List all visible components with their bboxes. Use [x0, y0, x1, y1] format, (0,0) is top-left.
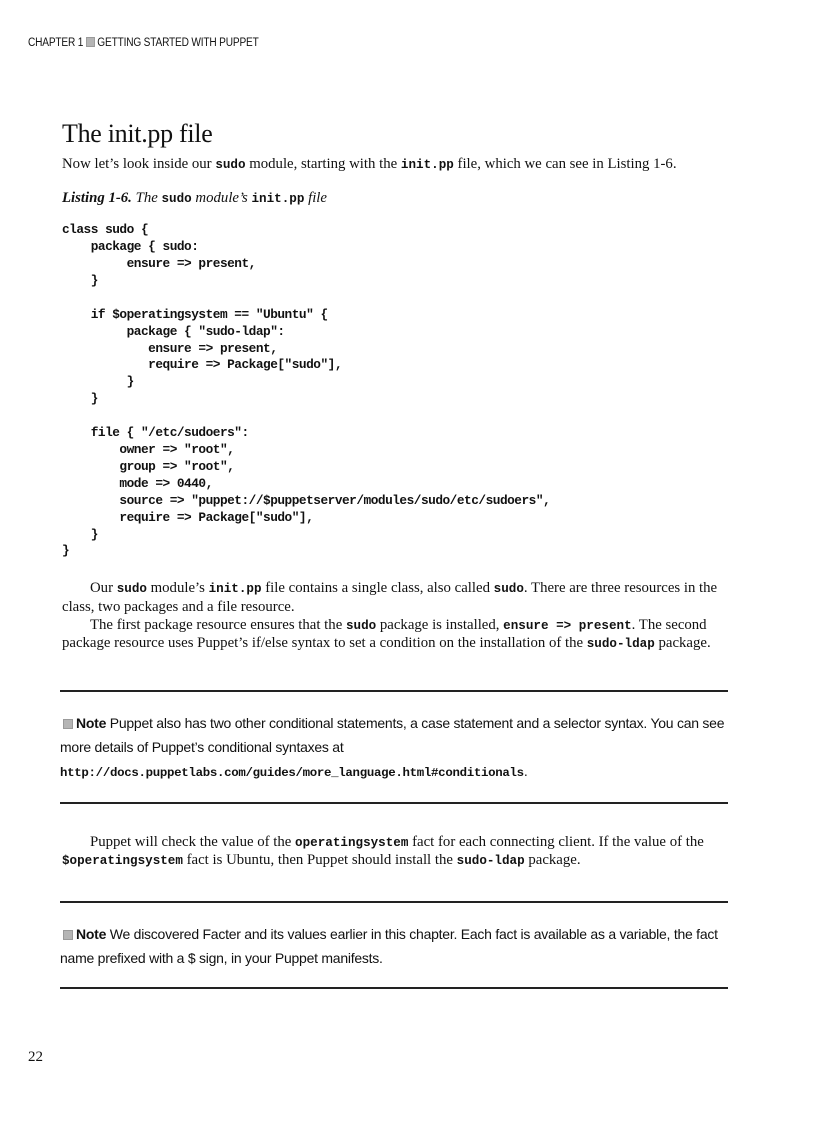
note-box-conditionals [60, 690, 728, 804]
note-box-facter [60, 901, 728, 989]
intro-paragraph: Now let’s look inside our sudo module, starting with the init.pp file, which we can see in Listing 1-6. [62, 156, 677, 172]
note-label: Note [76, 714, 107, 731]
inline-code: init.pp [400, 158, 454, 172]
square-bullet-icon [86, 37, 95, 47]
listing-label: Listing 1-6. [62, 189, 132, 206]
body-paragraph-3: Puppet will check the value of the operatingsystem fact for each connecting client. If the value of the $operatingsystem fact is Ubuntu, then Puppet should install the sudo-ldap package. [62, 833, 704, 869]
chapter-title: GETTING STARTED WITH PUPPET [97, 37, 259, 49]
listing-caption: Listing 1-6. The sudo module’s init.pp file [62, 189, 327, 206]
running-head [28, 37, 259, 49]
square-bullet-icon [63, 930, 73, 940]
note-url: http://docs.puppetlabs.com/guides/more_language.html#conditionals [60, 765, 524, 780]
page-number: 22 [28, 1049, 43, 1065]
body-paragraph-2: The first package resource ensures that the sudo package is installed, ensure => present. The second package resource uses Puppet’s if/else syntax to set a condition on the installation of the sudo-ldap package. [62, 616, 711, 652]
chapter-label: CHAPTER 1 [28, 37, 84, 49]
note-text: Note Puppet also has two other conditional statements, a case statement and a selector syntax. You can see more details of Puppet’s conditional syntaxes at http://docs.puppetlabs.com/guides/more_language.html#conditionals. [60, 714, 725, 780]
note-label: Note [76, 925, 107, 942]
code-listing: class sudo { package { sudo: ensure => present, } if $operatingsystem == "Ubuntu" { package { "sudo-ldap": ensure => present, require => Package["sudo"], } } file { "/etc/sudoers": owner => "root", group => "root", mode => 0440, source => "puppet://$puppetserver/modules/sudo/etc/sudoers", require => Package["sudo"], } } [62, 222, 551, 559]
page-content [62, 118, 728, 989]
section-title: The init.pp file [62, 119, 213, 148]
inline-code: sudo [215, 158, 246, 172]
note-text: Note We discovered Facter and its values earlier in this chapter. Each fact is available as a variable, the fact name prefixed with a $ sign, in your Puppet manifests. [60, 925, 718, 966]
square-bullet-icon [63, 719, 73, 729]
body-paragraph-1: Our sudo module’s init.pp file contains a single class, also called sudo. There are three resources in the class, two packages and a file resource. [62, 580, 718, 615]
